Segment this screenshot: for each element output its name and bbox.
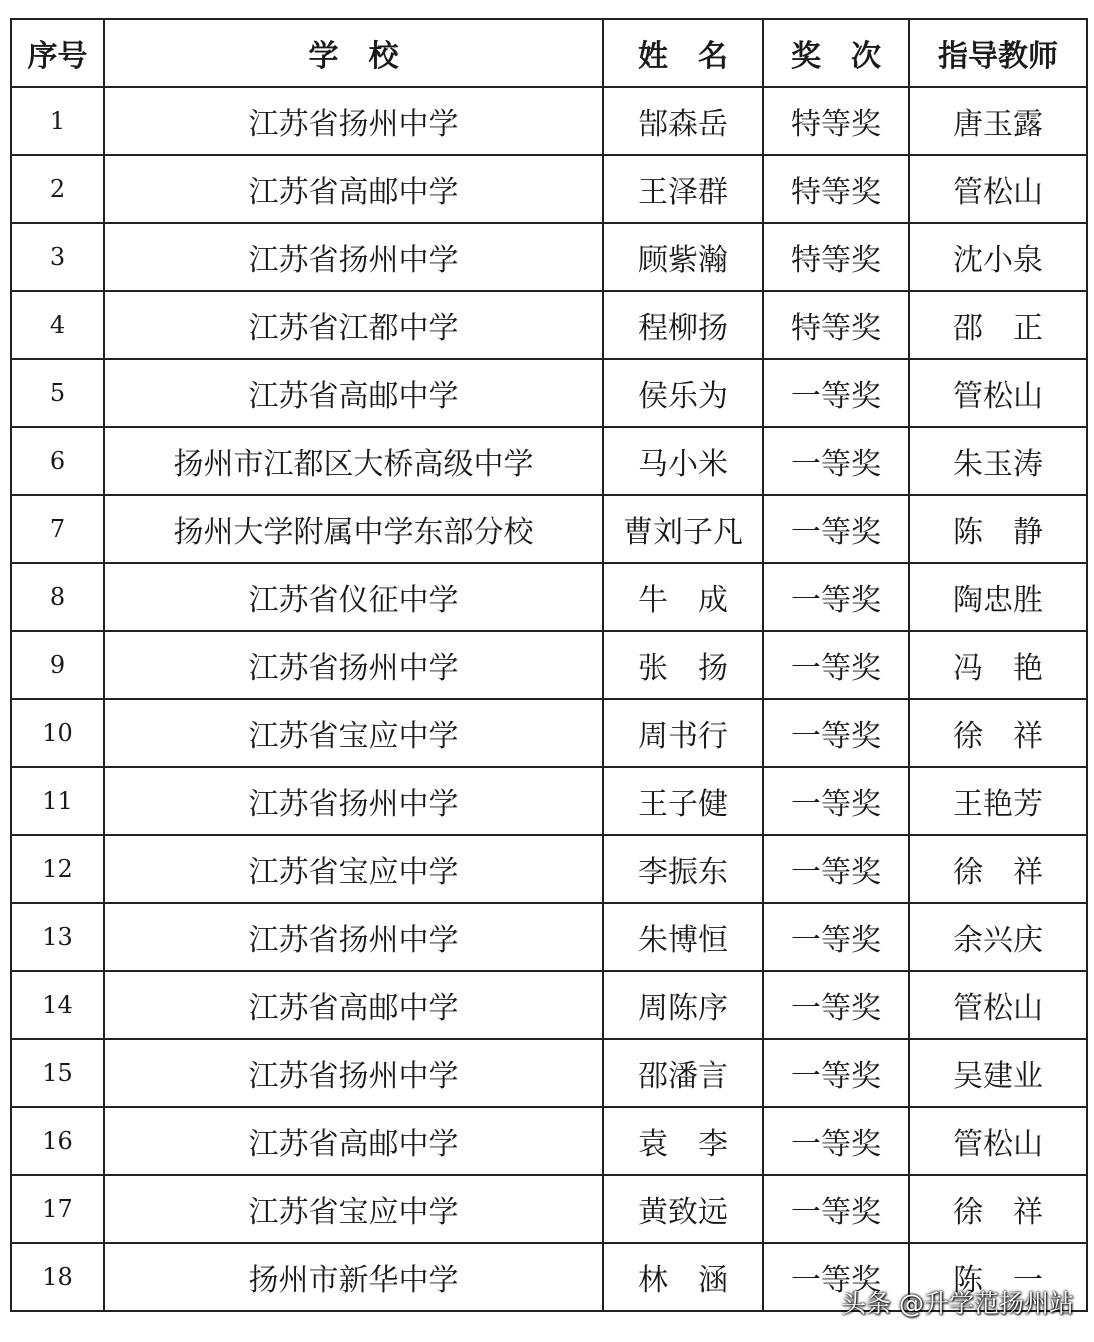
cell-teacher: 朱玉涛 bbox=[909, 427, 1087, 495]
table-row bbox=[11, 631, 1087, 699]
cell-award: 特等奖 bbox=[763, 291, 909, 359]
cell-teacher: 管松山 bbox=[909, 359, 1087, 427]
table-row bbox=[11, 971, 1087, 1039]
cell-teacher: 唐玉露 bbox=[909, 87, 1087, 155]
header-award: 奖 次 bbox=[763, 19, 909, 87]
cell-no: 4 bbox=[11, 291, 104, 359]
cell-award: 一等奖 bbox=[763, 1175, 909, 1243]
table-row bbox=[11, 767, 1087, 835]
cell-school: 江苏省扬州中学 bbox=[104, 87, 603, 155]
cell-no: 11 bbox=[11, 767, 104, 835]
cell-school: 江苏省高邮中学 bbox=[104, 1107, 603, 1175]
cell-no: 1 bbox=[11, 87, 104, 155]
cell-no: 16 bbox=[11, 1107, 104, 1175]
cell-teacher: 陶忠胜 bbox=[909, 563, 1087, 631]
cell-award: 一等奖 bbox=[763, 1039, 909, 1107]
cell-award: 一等奖 bbox=[763, 427, 909, 495]
cell-name: 马小米 bbox=[603, 427, 763, 495]
table-row bbox=[11, 903, 1087, 971]
table-row bbox=[11, 359, 1087, 427]
cell-award: 一等奖 bbox=[763, 495, 909, 563]
cell-school: 江苏省宝应中学 bbox=[104, 699, 603, 767]
cell-name: 邵潘言 bbox=[603, 1039, 763, 1107]
cell-school: 江苏省高邮中学 bbox=[104, 155, 603, 223]
cell-school: 江苏省仪征中学 bbox=[104, 563, 603, 631]
cell-award: 一等奖 bbox=[763, 767, 909, 835]
cell-award: 一等奖 bbox=[763, 1243, 909, 1311]
cell-teacher: 冯 艳 bbox=[909, 631, 1087, 699]
cell-award: 一等奖 bbox=[763, 699, 909, 767]
header-teacher: 指导教师 bbox=[909, 19, 1087, 87]
cell-school: 江苏省宝应中学 bbox=[104, 835, 603, 903]
header-school: 学 校 bbox=[104, 19, 603, 87]
cell-name: 朱博恒 bbox=[603, 903, 763, 971]
cell-teacher: 管松山 bbox=[909, 971, 1087, 1039]
cell-teacher: 陈 静 bbox=[909, 495, 1087, 563]
cell-no: 12 bbox=[11, 835, 104, 903]
cell-no: 8 bbox=[11, 563, 104, 631]
cell-no: 18 bbox=[11, 1243, 104, 1311]
cell-school: 扬州市江都区大桥高级中学 bbox=[104, 427, 603, 495]
cell-school: 江苏省宝应中学 bbox=[104, 1175, 603, 1243]
cell-teacher: 邵 正 bbox=[909, 291, 1087, 359]
table-row bbox=[11, 1039, 1087, 1107]
cell-teacher: 徐 祥 bbox=[909, 1175, 1087, 1243]
cell-name: 袁 李 bbox=[603, 1107, 763, 1175]
table-row bbox=[11, 291, 1087, 359]
cell-school: 扬州大学附属中学东部分校 bbox=[104, 495, 603, 563]
cell-name: 顾紫瀚 bbox=[603, 223, 763, 291]
cell-name: 周书行 bbox=[603, 699, 763, 767]
header-row bbox=[11, 19, 1087, 87]
table-row bbox=[11, 1107, 1087, 1175]
cell-school: 江苏省扬州中学 bbox=[104, 1039, 603, 1107]
cell-name: 郜森岳 bbox=[603, 87, 763, 155]
cell-award: 一等奖 bbox=[763, 359, 909, 427]
cell-award: 一等奖 bbox=[763, 971, 909, 1039]
table-row bbox=[11, 87, 1087, 155]
cell-no: 3 bbox=[11, 223, 104, 291]
cell-name: 牛 成 bbox=[603, 563, 763, 631]
cell-teacher: 余兴庆 bbox=[909, 903, 1087, 971]
watermark-text: 头条 @升学范扬州站 bbox=[841, 1289, 1074, 1318]
cell-name: 林 涵 bbox=[603, 1243, 763, 1311]
cell-no: 17 bbox=[11, 1175, 104, 1243]
cell-teacher: 王艳芳 bbox=[909, 767, 1087, 835]
award-table bbox=[10, 18, 1088, 1312]
cell-award: 一等奖 bbox=[763, 1107, 909, 1175]
cell-teacher: 徐 祥 bbox=[909, 835, 1087, 903]
table-row bbox=[11, 155, 1087, 223]
cell-no: 2 bbox=[11, 155, 104, 223]
cell-teacher: 徐 祥 bbox=[909, 699, 1087, 767]
header-no: 序号 bbox=[11, 19, 104, 87]
cell-name: 侯乐为 bbox=[603, 359, 763, 427]
cell-school: 江苏省扬州中学 bbox=[104, 631, 603, 699]
cell-school: 江苏省扬州中学 bbox=[104, 767, 603, 835]
cell-name: 程柳扬 bbox=[603, 291, 763, 359]
cell-award: 一等奖 bbox=[763, 903, 909, 971]
table-body bbox=[11, 87, 1087, 1311]
table-row bbox=[11, 699, 1087, 767]
cell-school: 江苏省江都中学 bbox=[104, 291, 603, 359]
cell-no: 14 bbox=[11, 971, 104, 1039]
table-row bbox=[11, 563, 1087, 631]
cell-award: 特等奖 bbox=[763, 223, 909, 291]
cell-school: 江苏省扬州中学 bbox=[104, 903, 603, 971]
cell-teacher: 管松山 bbox=[909, 1107, 1087, 1175]
cell-school: 江苏省高邮中学 bbox=[104, 359, 603, 427]
cell-school: 江苏省高邮中学 bbox=[104, 971, 603, 1039]
header-name: 姓 名 bbox=[603, 19, 763, 87]
cell-name: 曹刘子凡 bbox=[603, 495, 763, 563]
table-row bbox=[11, 835, 1087, 903]
cell-teacher: 沈小泉 bbox=[909, 223, 1087, 291]
cell-name: 王子健 bbox=[603, 767, 763, 835]
cell-no: 9 bbox=[11, 631, 104, 699]
cell-school: 扬州市新华中学 bbox=[104, 1243, 603, 1311]
cell-school: 江苏省扬州中学 bbox=[104, 223, 603, 291]
cell-teacher: 陈 一 bbox=[909, 1243, 1087, 1311]
cell-award: 特等奖 bbox=[763, 155, 909, 223]
cell-no: 10 bbox=[11, 699, 104, 767]
cell-no: 5 bbox=[11, 359, 104, 427]
table-row bbox=[11, 427, 1087, 495]
cell-no: 6 bbox=[11, 427, 104, 495]
cell-name: 黄致远 bbox=[603, 1175, 763, 1243]
table-row bbox=[11, 223, 1087, 291]
cell-name: 周陈序 bbox=[603, 971, 763, 1039]
cell-award: 一等奖 bbox=[763, 563, 909, 631]
cell-name: 张 扬 bbox=[603, 631, 763, 699]
table-row bbox=[11, 495, 1087, 563]
table-row bbox=[11, 1175, 1087, 1243]
cell-teacher: 吴建业 bbox=[909, 1039, 1087, 1107]
cell-no: 7 bbox=[11, 495, 104, 563]
cell-name: 李振东 bbox=[603, 835, 763, 903]
cell-award: 一等奖 bbox=[763, 631, 909, 699]
cell-no: 13 bbox=[11, 903, 104, 971]
cell-name: 王泽群 bbox=[603, 155, 763, 223]
cell-no: 15 bbox=[11, 1039, 104, 1107]
cell-award: 特等奖 bbox=[763, 87, 909, 155]
cell-award: 一等奖 bbox=[763, 835, 909, 903]
cell-teacher: 管松山 bbox=[909, 155, 1087, 223]
